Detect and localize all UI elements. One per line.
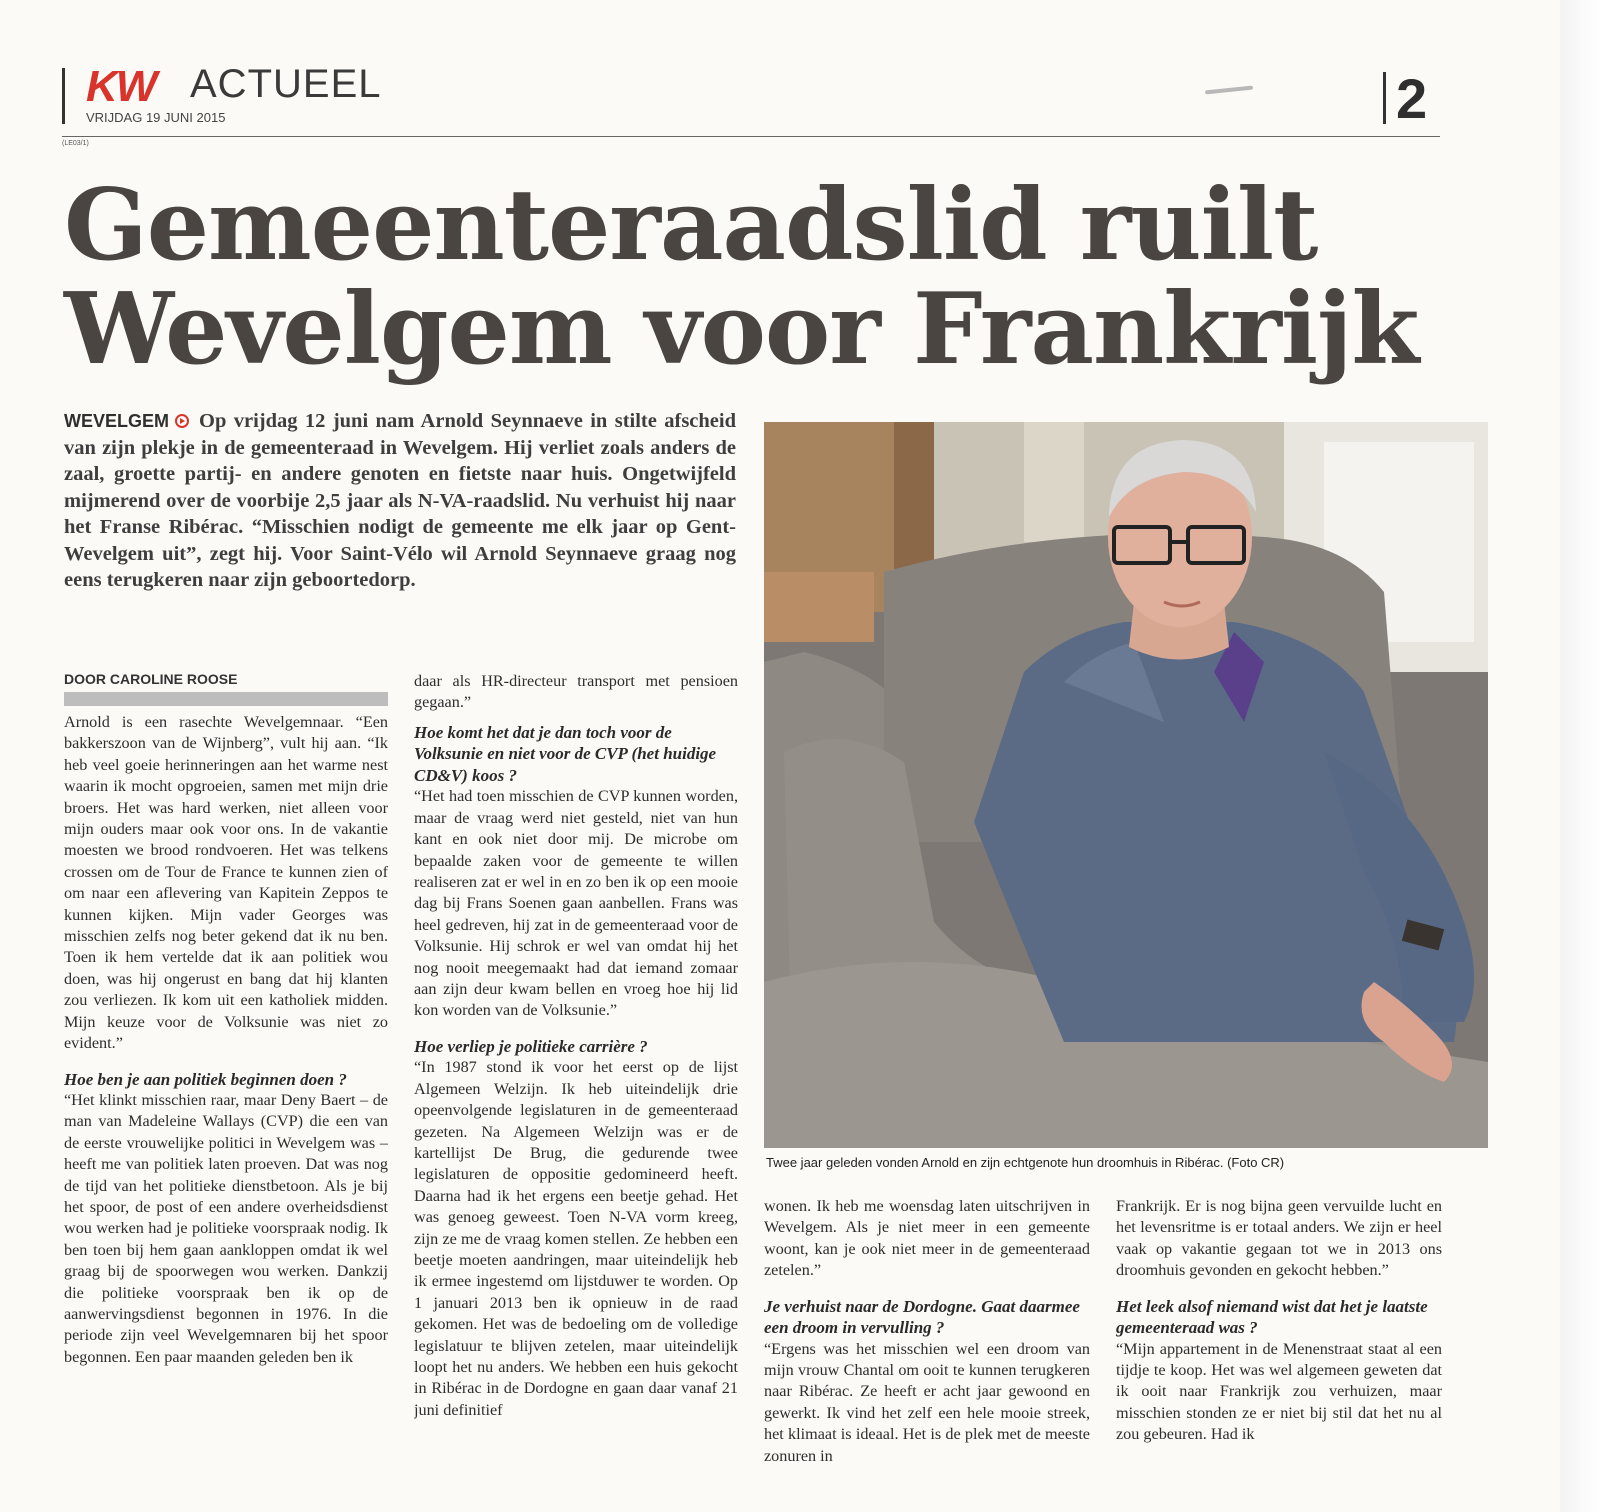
page-code: (LE03/1) <box>62 140 89 147</box>
photo-caption: Twee jaar geleden vonden Arnold en zijn echtgenote hun droomhuis in Ribérac. (Foto CR) <box>766 1155 1285 1170</box>
play-arrow-icon <box>175 414 189 428</box>
headline-line-1: Gemeenteraadslid ruilt <box>64 168 1318 283</box>
body-paragraph: “Ergens was het misschien wel een droom van mijn vrouw Chantal om ooit te kunnen terugkeren naar Ribérac. Ze heeft er acht jaar gewoond en gewerkt. Ik vind het zelf een hele mooie streek, het klimaat is ideaal. Het is de plek met de meeste zonuren in <box>764 1339 1090 1465</box>
page-number-divider <box>1383 72 1386 124</box>
issue-date: VRIJDAG 19 JUNI 2015 <box>86 110 226 125</box>
body-paragraph: “Het klinkt misschien raar, maar Deny Baert – de man van Madeleine Wallays (CVP) die een van de eerste vrouwelijke politici in Wevelgem was – heeft me van politiek laten proeven. Dat was nog de tijd van het politieke dienstbetoon. Als je bij het spoor, de post of een andere overheidsdienst wou werken had je politieke voorspraak nodig. Ik ben toen bij hem gaan aankloppen omdat ik wel graag bij de spoorwegen wou werken. Dankzij die politieke voorspraak ben ik op de aanwervingsdienst begonnen in 1976. In die periode zijn veel Wevelgemnaren bij het spoor begonnen. Een paar maanden geleden ben ik <box>64 1091 388 1366</box>
lead-text: Op vrijdag 12 juni nam Arnold Seynnaeve in stilte afscheid van zijn plekje in de gemeenteraad in Wevelgem. Hij verliet zoals anders de zaal, groette partij- en andere genoten en fietste naar huis. Ongetwijfeld mijmerend over de voorbije 2,5 jaar als N-VA-raadslid. Nu verhuist hij naar het Franse Ribérac. “Misschien nodigt de gemeente me elk jaar op Gent-Wevelgem uit”, zegt hij. Voor Saint-Vélo wil Arnold Seynnaeve graag nog eens terugkeren naar zijn geboortedorp. <box>64 410 736 591</box>
kw-logo: KW <box>86 62 156 111</box>
article-column-3 <box>764 1196 1090 1512</box>
body-paragraph: daar als HR-directeur transport met pensioen gegaan.” <box>414 672 738 712</box>
interview-question: Hoe verliep je politieke carrière ? <box>414 1036 648 1056</box>
lead-paragraph <box>64 408 736 594</box>
body-paragraph: “Het had toen misschien de CVP kunnen worden, maar de vraag werd niet gesteld, niet van hun kant en ook niet door mij. De microbe om bepaalde zaken voor de gemeente te willen realiseren zat er wel in en zo ben ik op een mooie dag bij Frans Soenen gaan aanbellen. Frans was heel gedreven, hij zat in de gemeenteraad voor de Volksunie. Hij schrok er wel van omdat hij het nog nooit meegemaakt had dat iemand zomaar aan zijn deur kwam bellen en vroeg hoe hij lid kon worden van de Volksunie.” <box>414 787 738 1020</box>
interview-question: Hoe komt het dat je dan toch voor de Volksunie en niet voor de CVP (het huidige CD&V) koos ? <box>414 722 717 785</box>
body-paragraph: wonen. Ik heb me woensdag laten uitschrijven in Wevelgem. Als je niet meer in een gemeente woont, kan je ook niet meer in de gemeenteraad zetelen.” <box>764 1197 1090 1280</box>
portrait-illustration <box>764 422 1488 1148</box>
header-divider <box>62 68 65 124</box>
scan-smudge <box>1205 86 1253 95</box>
article-column-2 <box>414 671 738 1512</box>
body-paragraph: “Mijn appartement in de Menenstraat staat al een tijdje te koop. Het was wel algemeen geweten dat ik ooit naar Frankrijk zou verhuizen, maar misschien stonden ze er niet bij stil dat het nu al zou gebeuren. Had ik <box>1116 1339 1442 1444</box>
header-rule <box>62 136 1440 137</box>
article-column-1 <box>64 712 388 1512</box>
article-photo <box>764 422 1488 1148</box>
interview-question: Je verhuist naar de Dordogne. Gaat daarmee een droom in vervulling ? <box>764 1296 1080 1338</box>
dateline: WEVELGEM <box>64 411 170 431</box>
article-column-4 <box>1116 1196 1442 1512</box>
byline: DOOR CAROLINE ROOSE <box>64 671 238 687</box>
headline-line-2: Wevelgem voor Frankrijk <box>64 272 1419 387</box>
scan-edge <box>1560 0 1600 1512</box>
byline-bar <box>64 692 388 706</box>
body-paragraph: Frankrijk. Er is nog bijna geen vervuilde lucht en het levensritme is er totaal anders. We zijn er heel vaak op vakantie gegaan tot we in 2013 ons droomhuis gevonden en gekocht hebben.” <box>1116 1197 1442 1280</box>
body-paragraph: Arnold is een rasechte Wevelgemnaar. “Een bakkerszoon van de Wijnberg”, vult hij aan. “Ik heb veel goeie herinneringen aan het warme nest waarin ik mocht opgroeien, samen met mijn drie broers. Het was hard werken, niet alleen voor mijn ouders maar ook voor ons. In de vakantie moesten we brood rondvoeren. Het was telkens crossen om de Tour de France te kunnen zien of om naar een aflevering van Kapitein Zeppos te kunnen kijken. Mijn vader Georges was misschien zelfs nog beter gekend dat ik nu ben. Toen ik hem vertelde dat ik aan politiek wou doen, was hij ongerust en bang dat hij klanten zou verliezen. Ik kom uit een katholiek midden. Mijn keuze voor de Volksunie was niet zo evident.” <box>64 713 388 1053</box>
body-paragraph: “In 1987 stond ik voor het eerst op de lijst Algemeen Welzijn. Ik heb uiteindelijk drie opeenvolgende legislaturen in de gemeenteraad gezeten. Na Algemeen Welzijn was er de kartellijst De Brug, die gedurende twee legislaturen de oppositie gedomineerd heeft. Daarna had ik het ergens een beetje gehad. Het was genoeg geweest. Toen N-VA vorm kreeg, zijn ze me de vraag komen stellen. Ze hebben een beetje moeten aandringen, maar uiteindelijk heb ik ermee ingestemd om lijstduwer te worden. Op 1 januari 2013 ben ik opnieuw in de raad gekomen. Het was de bedoeling om de volledige legislatuur te blijven zetelen, maar uiteindelijk loopt het nu anders. We hebben een huis gekocht in Ribérac in de Dordogne en gaan daar vanaf 21 juni definitief <box>414 1058 738 1419</box>
interview-question: Hoe ben je aan politiek beginnen doen ? <box>64 1069 347 1089</box>
section-title: ACTUEEL <box>190 62 382 106</box>
headline <box>64 168 1464 387</box>
interview-question: Het leek alsof niemand wist dat het je laatste gemeenteraad was ? <box>1116 1296 1428 1338</box>
page-number: 2 <box>1396 67 1428 130</box>
